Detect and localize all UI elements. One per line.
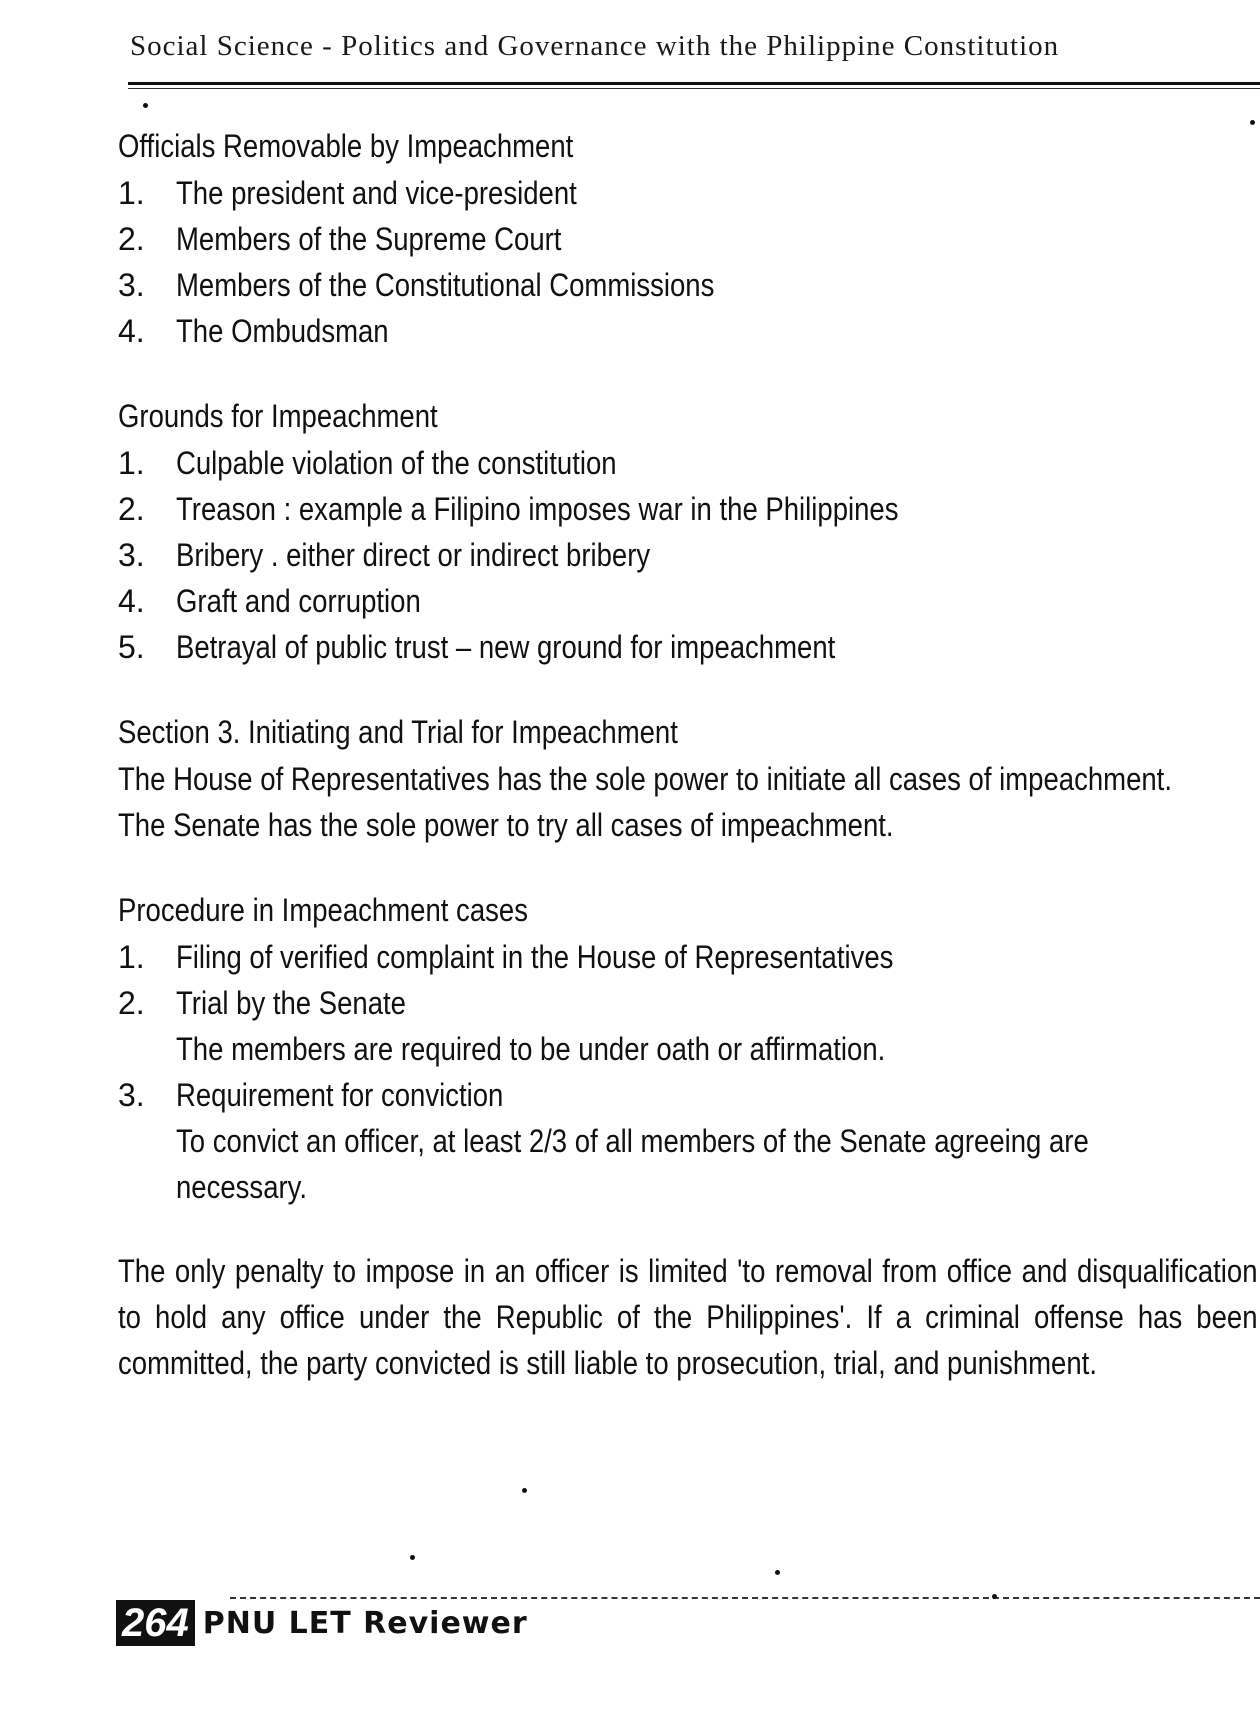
- grounds-heading: Grounds for Impeachment: [118, 398, 438, 434]
- scan-speck: [143, 103, 148, 108]
- item-text: The Ombudsman: [176, 313, 389, 349]
- item-number: 4.: [118, 583, 145, 619]
- item-number: 4.: [118, 313, 145, 349]
- list-item: [118, 934, 1238, 980]
- list-item: [118, 262, 1238, 308]
- section3-line2: The Senate has the sole power to try all cases of impeachment.: [118, 807, 894, 843]
- list-item: [118, 308, 1238, 354]
- list-item: [118, 486, 1238, 532]
- section3: [118, 708, 1238, 848]
- officials-section: [118, 122, 1238, 354]
- item-number: 1.: [118, 175, 145, 211]
- officials-list: [118, 170, 1238, 354]
- item-number: 2.: [118, 221, 145, 257]
- procedure-section: [118, 886, 1238, 1210]
- item-number: 3.: [118, 267, 145, 303]
- item-text: Graft and corruption: [176, 583, 421, 619]
- item-number: 1.: [118, 939, 145, 975]
- item-number: 3.: [118, 1077, 145, 1113]
- item-text: The president and vice-president: [176, 175, 577, 211]
- item-text: Members of the Constitutional Commissions: [176, 267, 715, 303]
- list-item: [118, 578, 1238, 624]
- list-item: [118, 1072, 1238, 1210]
- scan-speck: [522, 1488, 527, 1493]
- item-subtext-wrap: [118, 1118, 1238, 1210]
- footer-rule: [230, 1597, 1260, 1599]
- item-text: Treason : example a Filipino imposes war in the Philippines: [176, 491, 899, 527]
- item-number: 1.: [118, 445, 145, 481]
- grounds-list: [118, 440, 1238, 670]
- item-text: Culpable violation of the constitution: [176, 445, 617, 481]
- grounds-section: [118, 392, 1238, 670]
- list-item: [118, 624, 1238, 670]
- scan-speck: [992, 1594, 997, 1599]
- list-item: [118, 440, 1238, 486]
- scan-speck: [775, 1570, 780, 1575]
- item-subtext: necessary.: [176, 1169, 308, 1205]
- item-text: Members of the Supreme Court: [176, 221, 562, 257]
- item-text: Filing of verified complaint in the House of Representatives: [176, 939, 894, 975]
- item-subtext-wrap: [118, 1026, 1238, 1072]
- item-number: 2.: [118, 491, 145, 527]
- scan-speck: [410, 1555, 415, 1560]
- page-content: [118, 122, 1258, 1386]
- item-subtext: The members are required to be under oath or affirmation.: [176, 1031, 886, 1067]
- procedure-list: [118, 934, 1238, 1210]
- footer: [116, 1600, 528, 1646]
- footer-title: PNU LET Reviewer: [202, 1605, 528, 1641]
- section3-heading: Section 3. Initiating and Trial for Impeachment: [118, 714, 678, 750]
- item-text: Requirement for conviction: [176, 1077, 504, 1113]
- list-item: [118, 532, 1238, 578]
- penalty-paragraph: The only penalty to impose in an officer is limited 'to removal from office and disqualification to hold any office under the Republic of the Philippines'. If a criminal offense has been committed, the party convicted is still liable to prosecution, trial, and punishment.: [118, 1253, 1258, 1381]
- section3-line1: The House of Representatives has the sole power to initiate all cases of impeachment.: [118, 761, 1172, 797]
- item-text: Trial by the Senate: [176, 985, 406, 1021]
- penalty-wrap: [118, 1248, 1258, 1386]
- item-number: 3.: [118, 537, 145, 573]
- list-item: [118, 216, 1238, 262]
- officials-heading: Officials Removable by Impeachment: [118, 128, 574, 164]
- header-rule: [128, 82, 1260, 89]
- item-text: Betrayal of public trust – new ground for impeachment: [176, 629, 836, 665]
- item-subtext: To convict an officer, at least 2/3 of all members of the Senate agreeing are: [176, 1123, 1089, 1159]
- item-number: 5.: [118, 629, 145, 665]
- page-number: 264: [116, 1600, 195, 1646]
- scan-speck: [1250, 120, 1255, 125]
- list-item: [118, 980, 1238, 1072]
- list-item: [118, 170, 1238, 216]
- item-number: 2.: [118, 985, 145, 1021]
- item-text: Bribery . either direct or indirect bribery: [176, 537, 651, 573]
- running-header: Social Science - Politics and Governance with the Philippine Constitution: [130, 30, 1060, 62]
- procedure-heading: Procedure in Impeachment cases: [118, 892, 528, 928]
